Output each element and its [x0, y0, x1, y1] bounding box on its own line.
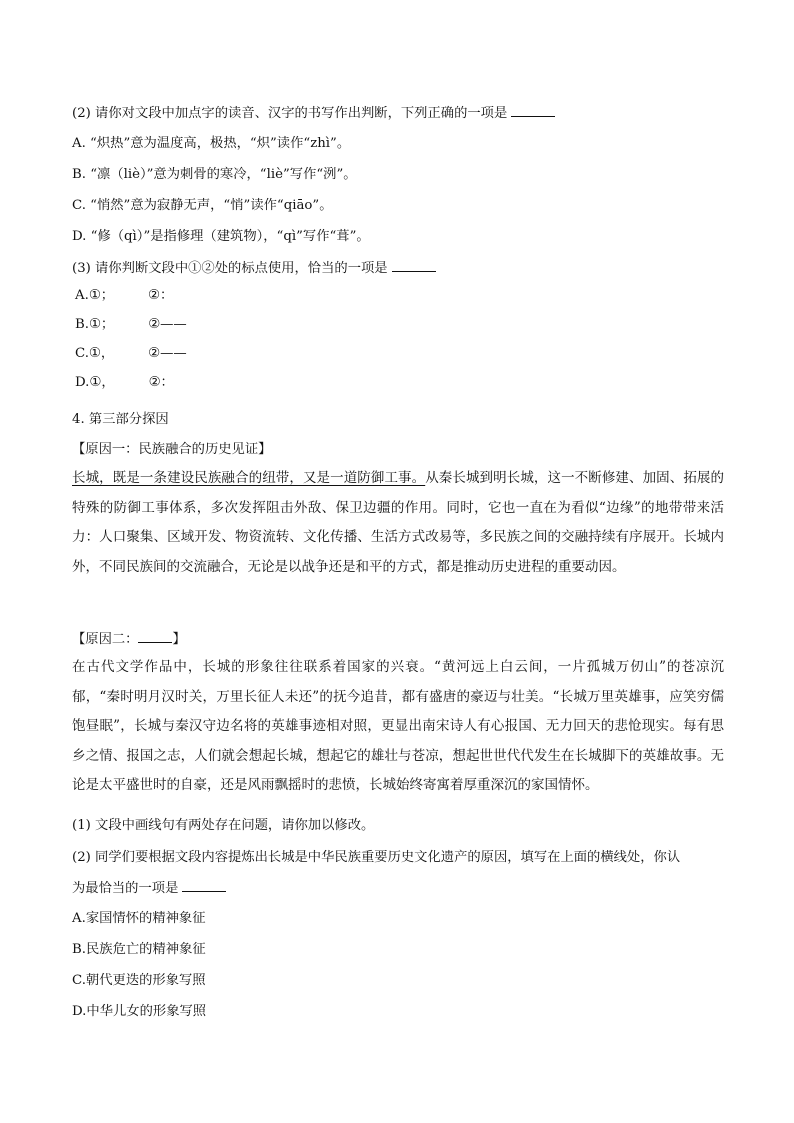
q3-part2-prompt-line — [72, 104, 555, 123]
option-second: ②： — [148, 288, 174, 303]
q3-part3-option-b — [75, 316, 187, 334]
reason2-title — [72, 630, 186, 649]
q4-sub2-option-b: B.民族危亡的精神象征 — [72, 942, 206, 957]
option-second: ②： — [148, 375, 174, 390]
q4-sub2-option-a: A.家国情怀的精神象征 — [72, 911, 206, 926]
q3-part3-option-c — [75, 345, 187, 363]
q4-sub1: (1) 文段中画线句有两处存在问题，请你加以修改。 — [72, 818, 375, 833]
option-label: B.①； — [75, 317, 115, 332]
option-label: A.①； — [75, 288, 115, 303]
q3-part3-prompt-line — [72, 259, 436, 278]
option-second: ②—— — [148, 317, 187, 332]
q3-part2-option-a: A. “炽热”意为温度高，极热，“炽”读作“zhì”。 — [72, 136, 351, 151]
q4-sub2-prompt-end: 为最恰当的一项是 — [72, 881, 179, 896]
q3-part2-option-d: D. “修（qì）”是指修理（建筑物），“qì”写作“葺”。 — [72, 229, 370, 244]
q4-sub2-option-c: C.朝代更迭的形象写照 — [72, 973, 206, 988]
q3-part2-prompt: (2) 请你对文段中加点字的读音、汉字的书写作出判断，下列正确的一项是 — [72, 106, 508, 121]
answer-blank[interactable] — [392, 259, 436, 272]
q4-sub2-line1: (2) 同学们要根据文段内容提炼出长城是中华民族重要历史文化遗产的原因，填写在上面的横线处，你认 — [72, 850, 681, 865]
reason2-fill-blank[interactable] — [138, 630, 172, 643]
q3-part2-option-c: C. “悄然”意为寂静无声，“悄”读作“qiāo”。 — [72, 198, 333, 213]
q3-part2-option-b: B. “凛（liè）”意为刺骨的寒冷，“liè”写作“洌”。 — [72, 167, 357, 182]
q4-sub2-option-d: D.中华儿女的形象写照 — [72, 1004, 207, 1019]
reason1-paragraph — [72, 464, 724, 616]
q3-part3-option-d — [75, 374, 174, 392]
q3-part3-option-a — [75, 287, 173, 305]
option-label: D.①， — [75, 375, 115, 390]
answer-blank[interactable] — [182, 879, 226, 892]
answer-blank[interactable] — [511, 104, 555, 117]
underlined-sentence: 长城，既是一条建设民族融合的纽带，又是一道防御工事。 — [72, 470, 426, 486]
option-label: C.①， — [75, 346, 115, 361]
reason1-body: 从秦长城到明长城，这一不断修建、加固、拓展的特殊的防御工事体系，多次发挥阻击外敌、保卫边疆的作用。同时，它也一直在为看似“边缘”的地带带来活力：人口聚集、区域开发、物资流转、文化传播、生活方式改易等，多民族之间的交融持续有序展开。长城内外，不同民族间的交流融合，无论是以战争还是和平的方式，都是推动历史进程的重要动因。 — [72, 470, 725, 575]
q3-part3-prompt: (3) 请你判断文段中①②处的标点使用，恰当的一项是 — [72, 261, 388, 276]
reason1-title: 【原因一：民族融合的历史见证】 — [72, 442, 272, 457]
reason2-title-suffix: 】 — [172, 632, 186, 647]
reason2-paragraph: 在古代文学作品中，长城的形象往往联系着国家的兴衰。“黄河远上白云间，一片孤城万仞山”的苍凉沉郁，“秦时明月汉时关，万里长征人未还”的抚今追昔，都有盛唐的豪迈与壮美。“长城万里英雄事，应笑穷儒饱昼眠”，长城与秦汉守边名将的英雄事迹相对照，更显出南宋诗人有心报国、无力回天的悲怆现实。每有思乡之情、报国之志，人们就会想起长城，想起它的雄壮与苍凉，想起世世代代发生在长城脚下的英雄故事。无论是太平盛世时的自豪，还是风雨飘摇时的悲愤，长城始终寄寓着厚重深沉的家国情怀。 — [72, 659, 724, 793]
q4-heading: 4. 第三部分探因 — [72, 412, 169, 427]
reason2-title-prefix: 【原因二： — [72, 632, 139, 647]
option-second: ②—— — [148, 346, 187, 361]
q4-sub2-line2 — [72, 879, 226, 898]
